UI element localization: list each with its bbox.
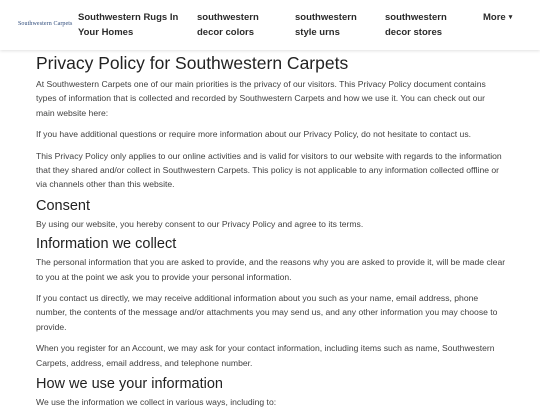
intro-paragraph-1: At Southwestern Carpets one of our main priorities is the privacy of our visitors. This Privacy Policy document contains types of information that is collected and recorded by Southwestern Carpets and how we use it. You can check out our main website here: [36, 79, 486, 118]
info-use-paragraph: We use the information we collect in various ways, including to: [36, 397, 277, 408]
intro-paragraph-2: If you have additional questions or require more information about our Privacy Policy, do not hesitate to contact us. [36, 129, 472, 140]
info-collect-paragraph-2: If you contact us directly, we may receive additional information about you such as your name, email address, phone number, the contents of the message and/or attachments you may send us, and any other information you may choose to provide. [36, 293, 498, 332]
intro-paragraph-3: This Privacy Policy only applies to our online activities and is valid for visitors to our website with regards to the information that they shared and/or collect in Southwestern Carpets. This policy is not applicable to any information collected offline or via channels other than this website. [36, 150, 502, 190]
nav-item-style-urns[interactable]: southwestern style urns [295, 12, 357, 38]
caret-down-icon: ▾ [508, 14, 513, 21]
nav-more-button[interactable] [483, 10, 512, 25]
info-use-heading: How we use your information [36, 376, 223, 393]
nav-item-decor-stores[interactable]: southwestern decor stores [385, 12, 447, 38]
info-collect-paragraph-1: The personal information that you are asked to provide, and the reasons why you are asked to provide it, will be made clear to you at the point we ask you to provide your personal information. [36, 257, 506, 282]
page-title: Privacy Policy for Southwestern Carpets [36, 53, 349, 73]
info-collect-heading: Information we collect [36, 236, 177, 253]
main-content [36, 50, 506, 410]
nav-more-label: More [483, 12, 506, 23]
site-logo[interactable]: Southwestern Carpets [18, 21, 73, 27]
nav-item-southwestern-rugs[interactable]: Southwestern Rugs In Your Homes [78, 12, 179, 38]
nav-item-decor-colors[interactable]: southwestern decor colors [197, 12, 259, 38]
consent-heading: Consent [36, 197, 91, 214]
site-header [0, 0, 540, 50]
info-collect-paragraph-3: When you register for an Account, we may ask for your contact information, including items such as name, Southwestern Carpets, address, email address, and telephone number. [36, 343, 495, 368]
consent-paragraph: By using our website, you hereby consent to our Privacy Policy and agree to its terms. [36, 218, 364, 229]
